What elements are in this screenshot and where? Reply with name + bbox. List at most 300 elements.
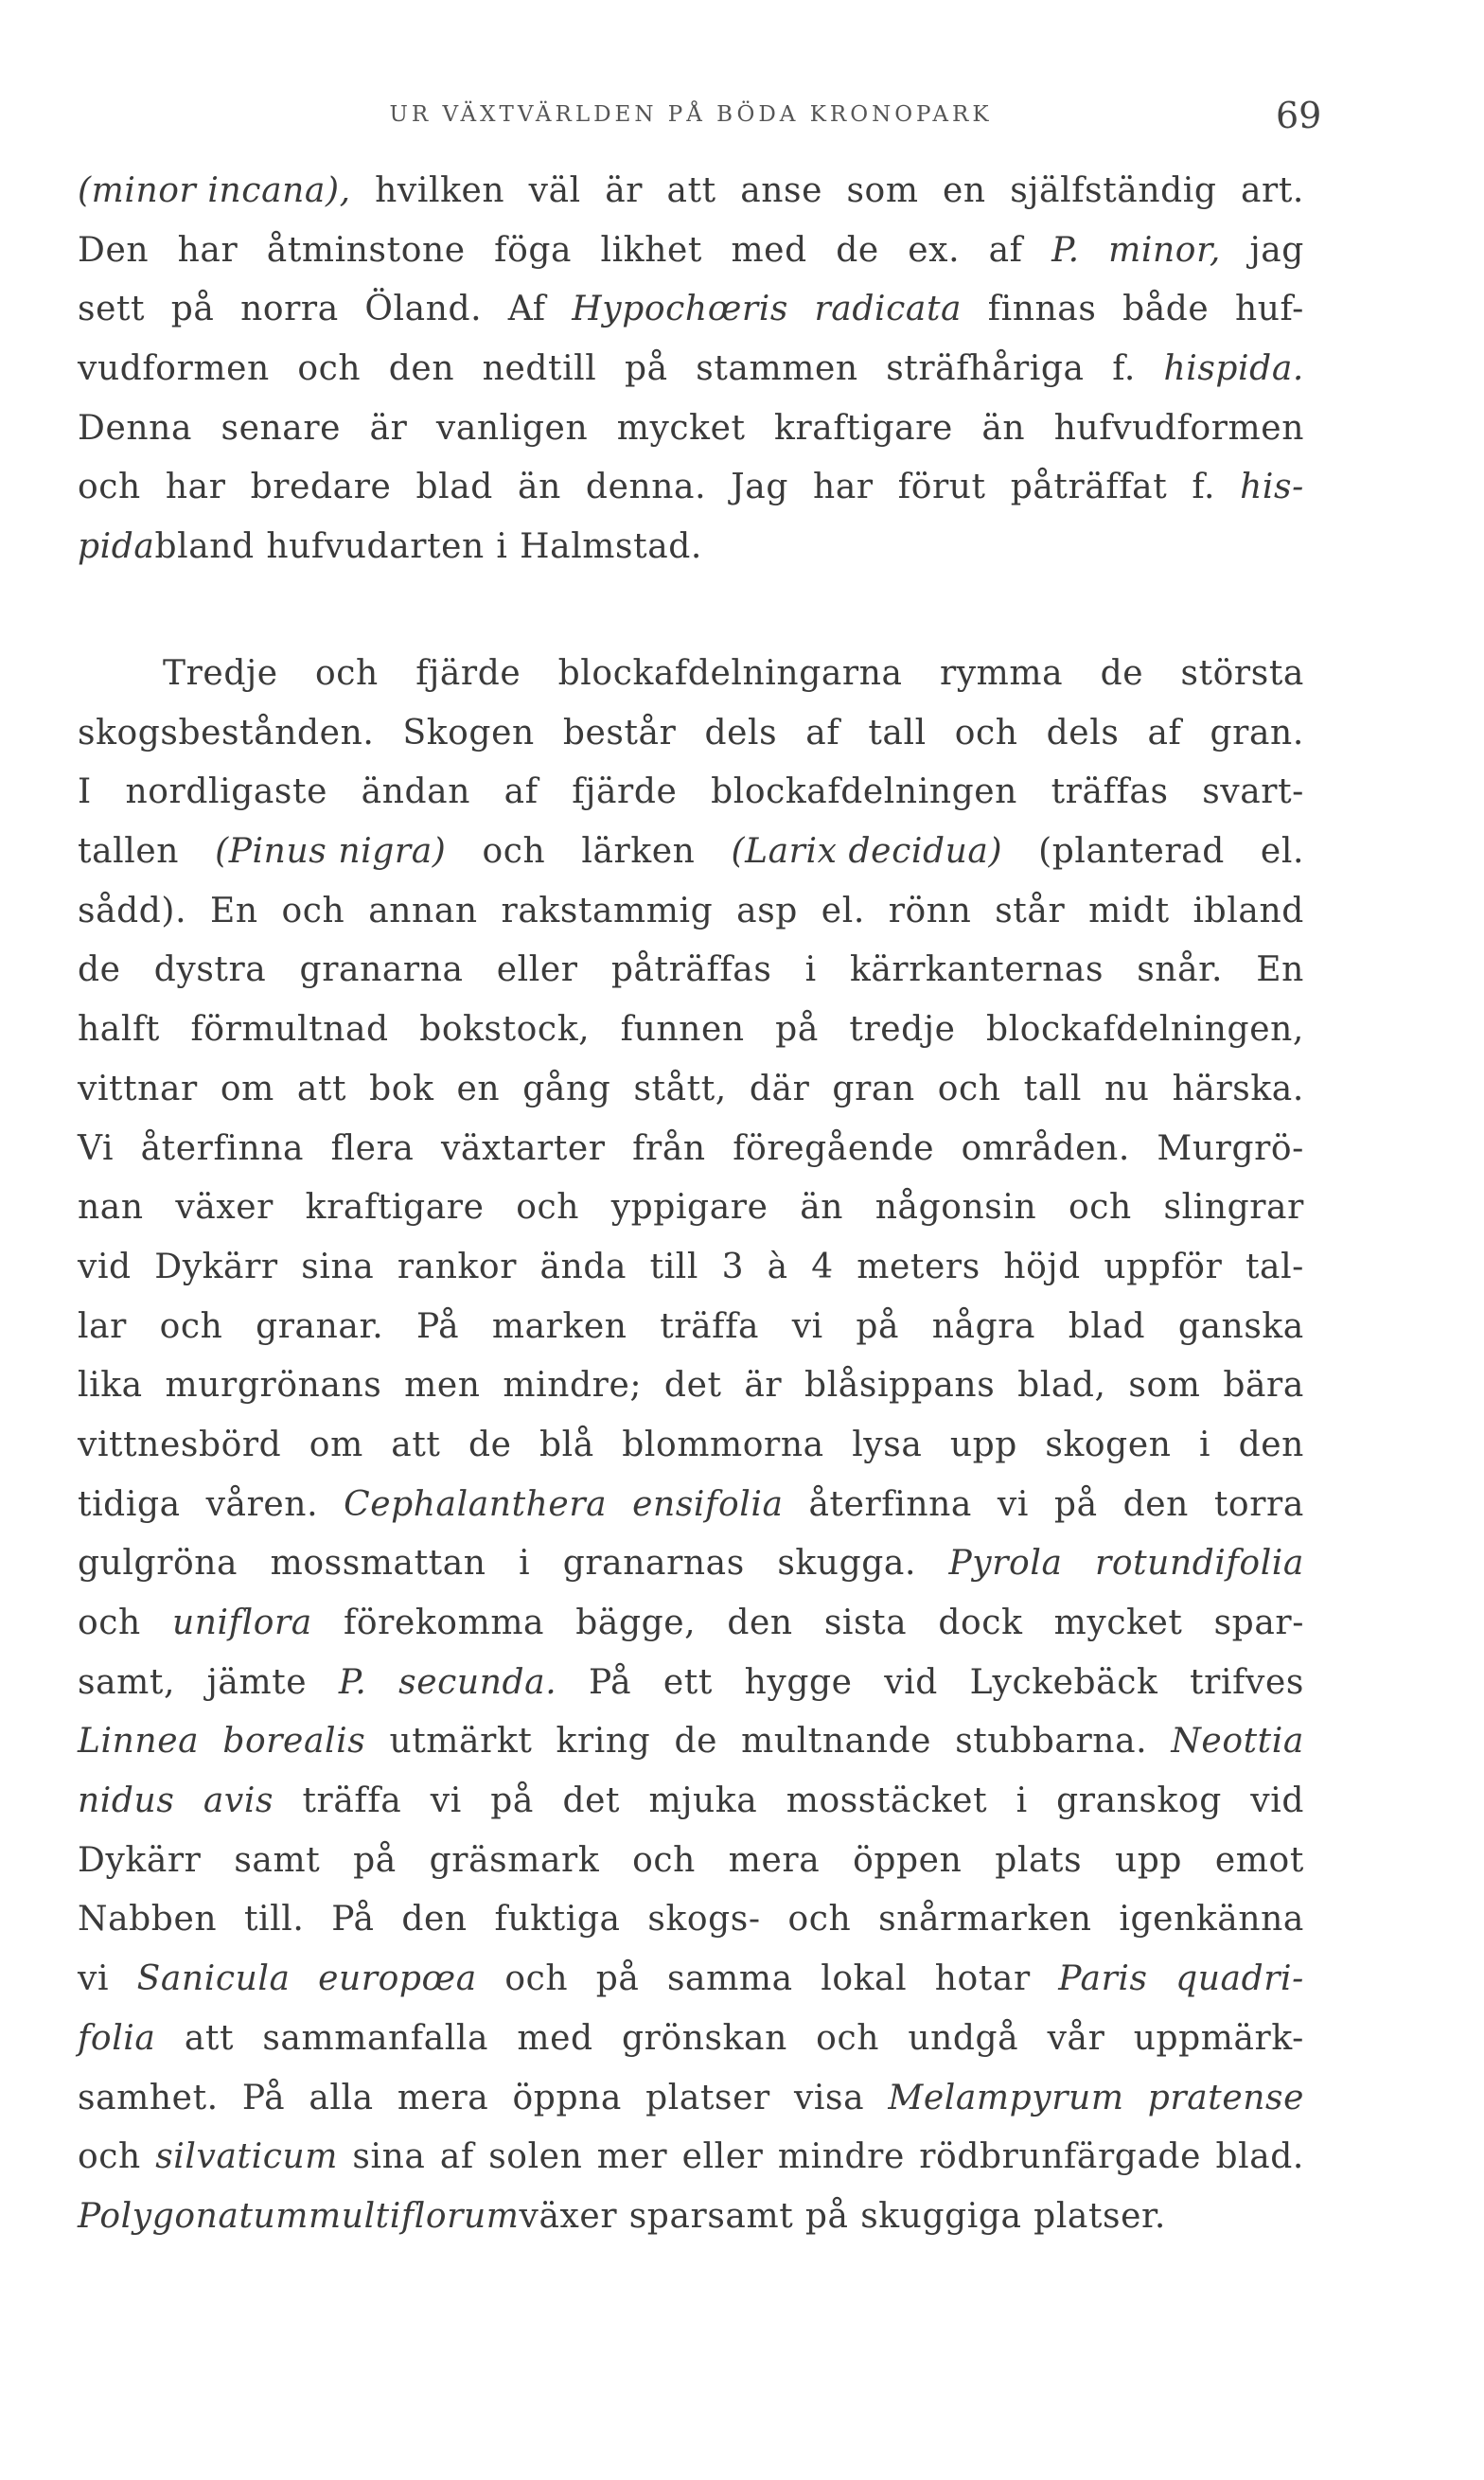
word: samhet. — [78, 2078, 219, 2117]
paragraph-1 — [78, 162, 1304, 577]
word: blad — [415, 468, 493, 507]
italic-word: rotundifolia — [1095, 1544, 1304, 1584]
word: huf- — [1234, 290, 1304, 329]
word: vid — [1250, 1781, 1304, 1821]
word: gång — [522, 1069, 611, 1108]
word: vudformen — [78, 349, 270, 389]
word: Af — [507, 290, 546, 329]
word: i — [1198, 1425, 1211, 1464]
text-line — [78, 221, 1304, 281]
text-line — [78, 2188, 1304, 2247]
italic-word: ensifolia — [632, 1484, 784, 1524]
word: och — [78, 468, 141, 507]
word: finnas — [987, 290, 1097, 329]
text-line — [78, 518, 1304, 577]
word: mindre — [777, 2137, 905, 2177]
word: fjärde — [415, 654, 521, 693]
word: på — [353, 1840, 397, 1880]
word: multnande — [741, 1722, 932, 1762]
word: och — [297, 349, 362, 389]
word: bland — [154, 527, 255, 567]
word: att — [184, 2018, 235, 2058]
word: mycket — [1053, 1603, 1183, 1642]
word: med — [731, 230, 807, 270]
word: om — [220, 1069, 274, 1108]
word: och — [315, 654, 379, 693]
word: att — [296, 1069, 347, 1108]
word: de — [1100, 654, 1144, 693]
word: murgrönans — [165, 1366, 382, 1406]
word: mer — [596, 2137, 668, 2177]
word: mycket — [616, 408, 746, 448]
word: från — [632, 1128, 706, 1168]
word: största — [1180, 654, 1304, 693]
word: öppen — [853, 1840, 963, 1880]
word: vid — [78, 1247, 132, 1286]
word: mera — [728, 1840, 821, 1880]
word: på — [856, 1306, 900, 1346]
word: tal- — [1245, 1247, 1304, 1286]
word: solen — [488, 2137, 583, 2177]
word: områden. — [961, 1128, 1130, 1168]
word: Dykärr — [78, 1840, 202, 1880]
word: (planterad — [1038, 832, 1225, 872]
text-line — [78, 280, 1304, 340]
word: rankor — [397, 1247, 517, 1286]
word: uppmärk- — [1133, 2018, 1304, 2058]
word: och — [632, 1840, 696, 1880]
word: de — [836, 230, 879, 270]
word: några — [931, 1306, 1036, 1346]
word: med — [517, 2018, 593, 2058]
running-title: UR VÄXTVÄRLDEN PÅ BÖDA KRONOPARK — [389, 102, 993, 127]
word: påträffat — [1010, 468, 1168, 507]
word: väl — [528, 171, 581, 210]
word: på — [1053, 1484, 1098, 1524]
word: granarnas — [562, 1544, 745, 1584]
word: och — [516, 1188, 580, 1228]
word: vittnar — [78, 1069, 198, 1108]
word: 4 — [811, 1247, 834, 1286]
italic-word: nidus — [78, 1781, 175, 1821]
word: bägge, — [575, 1603, 697, 1642]
word: tallen — [78, 832, 180, 872]
word: till — [649, 1247, 699, 1286]
italic-word: folia — [78, 2018, 156, 2058]
italic-word: Cephalanthera — [344, 1484, 608, 1524]
word: undgå — [908, 2018, 1019, 2058]
word: Nabben — [78, 1900, 218, 1940]
word: rakstammig — [501, 891, 714, 930]
word: och — [159, 1306, 223, 1346]
word: samt, — [78, 1662, 175, 1702]
word: står — [995, 891, 1066, 930]
text-line — [78, 1712, 1304, 1772]
word: den — [1122, 1484, 1189, 1524]
word: blad, — [1017, 1366, 1106, 1406]
word: En — [209, 891, 258, 930]
word: i — [496, 527, 508, 567]
word: tredje — [849, 1010, 956, 1050]
word: nan — [78, 1188, 144, 1228]
word: har — [177, 230, 238, 270]
word: våren. — [205, 1484, 319, 1524]
word: en — [456, 1069, 501, 1108]
word: till. — [243, 1900, 305, 1940]
word: i — [804, 950, 817, 990]
word: denna. — [585, 468, 707, 507]
word: och — [78, 2137, 141, 2177]
text-line — [78, 1178, 1304, 1238]
word: alla — [309, 2078, 374, 2117]
word: samma — [666, 1959, 793, 1999]
word: bok — [369, 1069, 434, 1108]
word: och — [937, 1069, 1001, 1108]
paragraph-2 — [78, 645, 1304, 2247]
word: och — [78, 1603, 141, 1642]
word: hufvudformen — [1053, 408, 1304, 448]
word: sista — [823, 1603, 908, 1642]
text-line — [78, 1950, 1304, 2010]
italic-word: (Larix decidua) — [731, 832, 1003, 872]
word: trifves — [1190, 1662, 1304, 1702]
text-line — [78, 1120, 1304, 1179]
text-line — [78, 1534, 1304, 1594]
word: På — [588, 1662, 632, 1702]
word: ända — [539, 1247, 627, 1286]
word: Dykärr — [154, 1247, 278, 1286]
word: nordligaste — [125, 772, 327, 812]
word: både — [1122, 290, 1210, 329]
text-line — [78, 1060, 1304, 1120]
word: den — [1238, 1425, 1304, 1464]
word: eller — [496, 950, 578, 990]
word: blockafdelningen — [711, 772, 1017, 812]
word: el. — [821, 891, 865, 930]
italic-word: pida — [78, 527, 155, 567]
word: har — [165, 468, 226, 507]
word: rödbrunfärgade — [919, 2137, 1202, 2177]
word: granar. — [256, 1306, 384, 1346]
word: återfinna — [808, 1484, 972, 1524]
word: växer — [519, 2196, 618, 2236]
word: gräsmark — [429, 1840, 600, 1880]
word: på — [595, 1959, 640, 1999]
word: Jag — [731, 468, 788, 507]
italic-word: avis — [203, 1781, 274, 1821]
word: funnen — [620, 1010, 745, 1050]
word: blåsippans — [804, 1366, 996, 1406]
word: rymma — [939, 654, 1064, 693]
text-line — [78, 2010, 1304, 2069]
text-line — [78, 2128, 1304, 2188]
text-line — [78, 941, 1304, 1001]
word: ändan — [361, 772, 470, 812]
word: mindre; — [503, 1366, 643, 1406]
word: ett — [662, 1662, 713, 1702]
word: platser. — [1034, 2196, 1166, 2236]
word: de — [468, 1425, 512, 1464]
italic-word: his- — [1240, 468, 1304, 507]
italic-word: radicata — [814, 290, 963, 329]
word: hufvudarten — [266, 527, 485, 567]
italic-word: Pyrola — [948, 1544, 1063, 1584]
word: och — [1068, 1188, 1132, 1228]
word: tall — [868, 713, 927, 753]
word: skuggiga — [860, 2196, 1022, 2236]
text-line — [78, 1356, 1304, 1416]
word: kärrkanternas — [849, 950, 1104, 990]
word: fuktiga — [494, 1900, 621, 1940]
text-line — [78, 1594, 1304, 1654]
italic-word: Polygonatum — [78, 2196, 309, 2236]
word: än — [981, 408, 1026, 448]
word: jämte — [206, 1662, 308, 1702]
word: på — [490, 1781, 534, 1821]
word: platser — [645, 2078, 770, 2117]
italic-word: Neottia — [1171, 1722, 1304, 1762]
word: slingrar — [1163, 1188, 1304, 1228]
word: nedtill — [482, 349, 597, 389]
word: själfständig — [1010, 171, 1217, 210]
word: stubbarna. — [955, 1722, 1148, 1762]
word: än — [800, 1188, 844, 1228]
word: i — [1016, 1781, 1028, 1821]
word: på — [775, 1010, 819, 1050]
italic-word: Melampyrum — [888, 2078, 1124, 2117]
text-line — [78, 1476, 1304, 1535]
word: sina — [301, 1247, 375, 1286]
text-line — [78, 1238, 1304, 1298]
word: vi — [997, 1484, 1029, 1524]
word: de — [78, 950, 121, 990]
word: grönskan — [622, 2018, 787, 2058]
word: blommorna — [622, 1425, 824, 1464]
text-line — [78, 763, 1304, 823]
word: af — [504, 772, 539, 812]
word: asp — [736, 891, 798, 930]
word: stammen — [696, 349, 858, 389]
word: återfinna — [140, 1128, 305, 1168]
word: midt — [1088, 891, 1170, 930]
word: att — [391, 1425, 441, 1464]
word: blad. — [1215, 2137, 1304, 2177]
word: har — [813, 468, 874, 507]
word: Denna — [78, 408, 193, 448]
word: där — [749, 1069, 810, 1108]
word: sträfhåriga — [886, 349, 1085, 389]
page-number: 69 — [1276, 95, 1322, 136]
text-line — [78, 1001, 1304, 1060]
word: sina — [352, 2137, 426, 2177]
word: blad — [1068, 1306, 1146, 1346]
word: om — [309, 1425, 363, 1464]
word: föregående — [733, 1128, 935, 1168]
word: el. — [1260, 832, 1304, 872]
word: vanligen — [435, 408, 589, 448]
word: som — [1128, 1366, 1201, 1406]
word: att — [666, 171, 716, 210]
word: svart- — [1202, 772, 1304, 812]
word: igenkänna — [1119, 1900, 1304, 1940]
word: tall — [1023, 1069, 1082, 1108]
word: plats — [995, 1840, 1083, 1880]
word: af — [805, 713, 840, 753]
word: förut — [897, 468, 986, 507]
word: förmultnad — [190, 1010, 389, 1050]
word: det — [562, 1781, 621, 1821]
word: snår. — [1137, 950, 1224, 990]
word: och — [816, 2018, 879, 2058]
word: Murgrö- — [1157, 1128, 1304, 1168]
word: sådd). — [78, 891, 187, 930]
word: påträffas — [610, 950, 772, 990]
word: öppna — [512, 2078, 622, 2117]
word: som — [846, 171, 919, 210]
word: hotar — [934, 1959, 1031, 1999]
word: lika — [78, 1366, 143, 1406]
text-line — [78, 1832, 1304, 1891]
word: vår — [1047, 2018, 1105, 2058]
word: föga — [494, 230, 573, 270]
italic-word: hispida. — [1163, 349, 1304, 389]
word: är — [744, 1366, 783, 1406]
word: och — [954, 713, 1018, 753]
italic-word: Sanicula — [136, 1959, 291, 1999]
word: Tredje — [163, 654, 278, 693]
word: skugga. — [777, 1544, 916, 1584]
word: 3 — [721, 1247, 745, 1286]
word: samt — [234, 1840, 321, 1880]
word: förekomma — [343, 1603, 545, 1642]
word: granarna — [299, 950, 464, 990]
word: de — [674, 1722, 718, 1762]
word: dystra — [153, 950, 267, 990]
word: torra — [1213, 1484, 1304, 1524]
word: lokal — [821, 1959, 908, 1999]
italic-word: Paris — [1058, 1959, 1148, 1999]
word: Halmstad. — [520, 527, 702, 567]
word: lärken — [581, 832, 696, 872]
text-line — [78, 1772, 1304, 1832]
word: spar- — [1213, 1603, 1304, 1642]
word: dels — [1046, 713, 1120, 753]
word: uppför — [1104, 1247, 1223, 1286]
word: sett — [78, 290, 146, 329]
italic-word: uniflora — [171, 1603, 312, 1642]
word: eller — [681, 2137, 764, 2177]
word: art. — [1240, 171, 1304, 210]
word: Lyckebäck — [969, 1662, 1158, 1702]
word: på — [804, 2196, 849, 2236]
word: upp — [949, 1425, 1017, 1464]
word: utmärkt — [389, 1722, 533, 1762]
word: tidiga — [78, 1484, 181, 1524]
italic-word: Linnea — [78, 1722, 200, 1762]
word: vi — [430, 1781, 462, 1821]
word: sparsamt — [628, 2196, 794, 2236]
word: ganska — [1177, 1306, 1304, 1346]
word: härska. — [1172, 1069, 1304, 1108]
word: vittnesbörd — [78, 1425, 282, 1464]
italic-word: P. — [338, 1662, 367, 1702]
word: är — [369, 408, 408, 448]
word: den — [401, 1900, 468, 1940]
word: i — [519, 1544, 531, 1584]
word: mera — [397, 2078, 489, 2117]
text-line — [78, 1654, 1304, 1713]
word: hvilken — [375, 171, 505, 210]
word: dels — [704, 713, 778, 753]
text-line — [78, 882, 1304, 942]
word: och — [482, 832, 546, 872]
word: granskog — [1056, 1781, 1222, 1821]
word: Skogen — [402, 713, 535, 753]
word: norra — [240, 290, 339, 329]
word: blå — [539, 1425, 594, 1464]
word: vi — [78, 1959, 110, 1999]
word: skogen — [1045, 1425, 1172, 1464]
italic-word: quadri- — [1175, 1959, 1304, 1999]
word: mossmattan — [270, 1544, 486, 1584]
word: Öland. — [364, 290, 483, 329]
word: träffa — [660, 1306, 760, 1346]
word: nu — [1104, 1069, 1150, 1108]
word: blockafdelningen, — [986, 1010, 1304, 1050]
word: växer — [175, 1188, 274, 1228]
word: skogsbestånden. — [78, 713, 375, 753]
text-line — [78, 645, 1304, 704]
word: sammanfalla — [262, 2018, 489, 2058]
word: emot — [1214, 1840, 1304, 1880]
word: flera — [330, 1128, 415, 1168]
word: snårmarken — [878, 1900, 1092, 1940]
word: På — [331, 1900, 375, 1940]
word: gran — [832, 1069, 915, 1108]
italic-word: Hypochœris — [572, 290, 788, 329]
word: mjuka — [648, 1781, 758, 1821]
word: visa — [793, 2078, 865, 2117]
text-line — [78, 704, 1304, 764]
italic-word: P. — [1051, 230, 1080, 270]
italic-word: (minor incana), — [78, 171, 351, 210]
word: vid — [884, 1662, 938, 1702]
word: Den — [78, 230, 150, 270]
word: à — [767, 1247, 788, 1286]
word: ibland — [1192, 891, 1304, 930]
word: I — [78, 772, 92, 812]
word: f. — [1112, 349, 1136, 389]
word: upp — [1115, 1840, 1183, 1880]
word: bredare — [250, 468, 392, 507]
italic-word: secunda. — [398, 1662, 557, 1702]
word: annan — [368, 891, 478, 930]
word: än — [518, 468, 561, 507]
word: består — [562, 713, 677, 753]
text-line — [78, 823, 1304, 882]
text-line — [78, 399, 1304, 459]
word: anse — [740, 171, 823, 210]
italic-word: (Pinus nigra) — [215, 832, 447, 872]
word: och — [787, 1900, 852, 1940]
word: bokstock, — [419, 1010, 591, 1050]
word: halft — [78, 1010, 160, 1050]
word: träffa — [302, 1781, 402, 1821]
word: blockafdelningarna — [557, 654, 903, 693]
word: ex. — [908, 230, 961, 270]
word: jag — [1249, 230, 1304, 270]
text-line — [78, 340, 1304, 399]
